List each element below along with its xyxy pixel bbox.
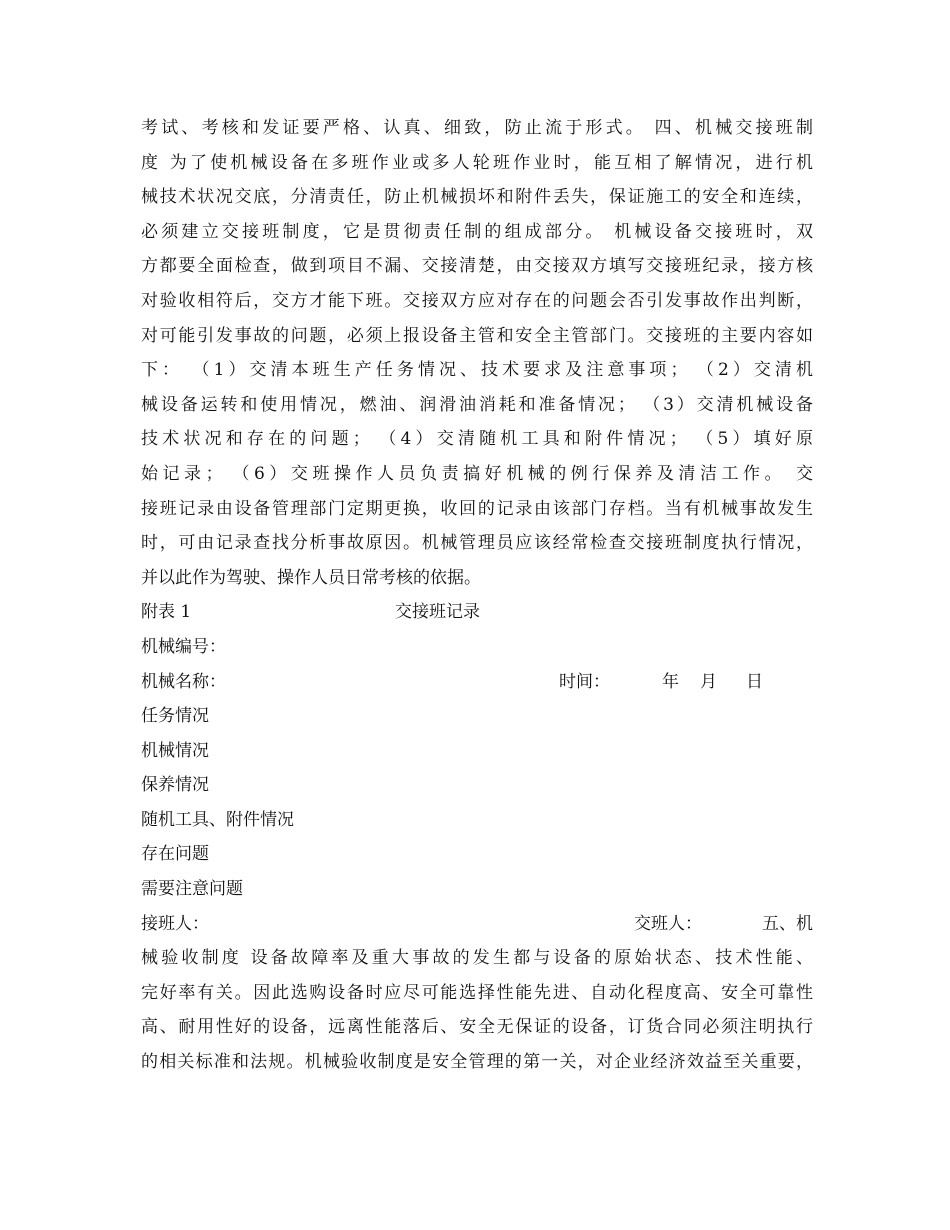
text-line: 考试、考核和发证要严格、认真、细致，防止流于形式。 四、机械交接班制 (141, 118, 813, 138)
section-five-heading: 五、机 (762, 913, 813, 934)
text-line: 接班记录由设备管理部门定期更换，收回的记录由该部门存档。当有机械事故发生 (141, 498, 813, 519)
text-line: 对可能引发事故的问题，必须上报设备主管和安全主管部门。交接班的主要内容如 (141, 325, 813, 346)
signature-row (141, 907, 813, 942)
text-line: 高、耐用性好的设备，远离性能落后、安全无保证的设备，订货合同必须注明执行 (141, 1017, 813, 1038)
text-line: 始记录； （6）交班操作人员负责搞好机械的例行保养及清洁工作。 交 (141, 463, 813, 484)
year-label: 年 (662, 671, 679, 692)
text-line: 械技术状况交底，分清责任，防止机械损坏和附件丢失，保证施工的安全和连续， (141, 187, 813, 208)
machine-name-label: 机械名称： (141, 671, 226, 692)
problems-label: 存在问题 (141, 844, 209, 865)
document-page (141, 111, 813, 1080)
text-line: 下： （1）交清本班生产任务情况、技术要求及注意事项； （2）交清机 (141, 360, 813, 381)
text-line: 度 为了使机械设备在多班作业或多人轮班作业时，能互相了解情况，进行机 (141, 152, 813, 173)
form-header-row (141, 595, 813, 630)
text-line: 方都要全面检查，做到项目不漏、交接清楚，由交接双方填写交接班纪录，接方核 (141, 256, 813, 277)
form-title: 交接班记录 (395, 602, 480, 623)
text-line: 时，可由记录查找分析事故原因。机械管理员应该经常检查交接班制度执行情况， (141, 533, 813, 554)
text-line: 技术状况和存在的问题； （4）交清随机工具和附件情况； （5）填好原 (141, 429, 813, 450)
receiver-label: 接班人： (141, 913, 209, 934)
time-label: 时间： (559, 671, 610, 692)
maintenance-label: 保养情况 (141, 775, 209, 796)
day-label: 日 (746, 671, 763, 692)
text-line: 的相关标准和法规。机械验收制度是安全管理的第一关，对企业经济效益至关重要， (141, 1052, 813, 1073)
handover-label: 交班人： (634, 913, 702, 934)
month-label: 月 (700, 671, 717, 692)
tools-label: 随机工具、附件情况 (141, 809, 294, 830)
text-line: 必须建立交接班制度，它是贯彻责任制的组成部分。 机械设备交接班时，双 (141, 221, 813, 242)
attention-label: 需要注意问题 (141, 879, 243, 900)
text-line: 械验收制度 设备故障率及重大事故的发生都与设备的原始状态、技术性能、 (141, 948, 813, 969)
machine-number-label: 机械编号： (141, 636, 226, 657)
text-line: 械设备运转和使用情况，燃油、润滑油消耗和准备情况； （3）交清机械设备 (141, 394, 813, 415)
machine-name-row (141, 665, 813, 700)
body-paragraph (141, 111, 813, 595)
appendix-label: 附表 1 (141, 602, 192, 623)
text-line: 对验收相符后，交方才能下班。交接双方应对存在的问题会否引发事故作出判断， (141, 290, 813, 311)
section-five-paragraph (141, 941, 813, 1079)
task-label: 任务情况 (141, 706, 209, 727)
text-line: 完好率有关。因此选购设备时应尽可能选择性能先进、自动化程度高、安全可靠性 (141, 982, 813, 1003)
text-line: 并以此作为驾驶、操作人员日常考核的依据。 (141, 567, 481, 588)
machine-status-label: 机械情况 (141, 740, 209, 761)
handover-record-form (141, 595, 813, 941)
